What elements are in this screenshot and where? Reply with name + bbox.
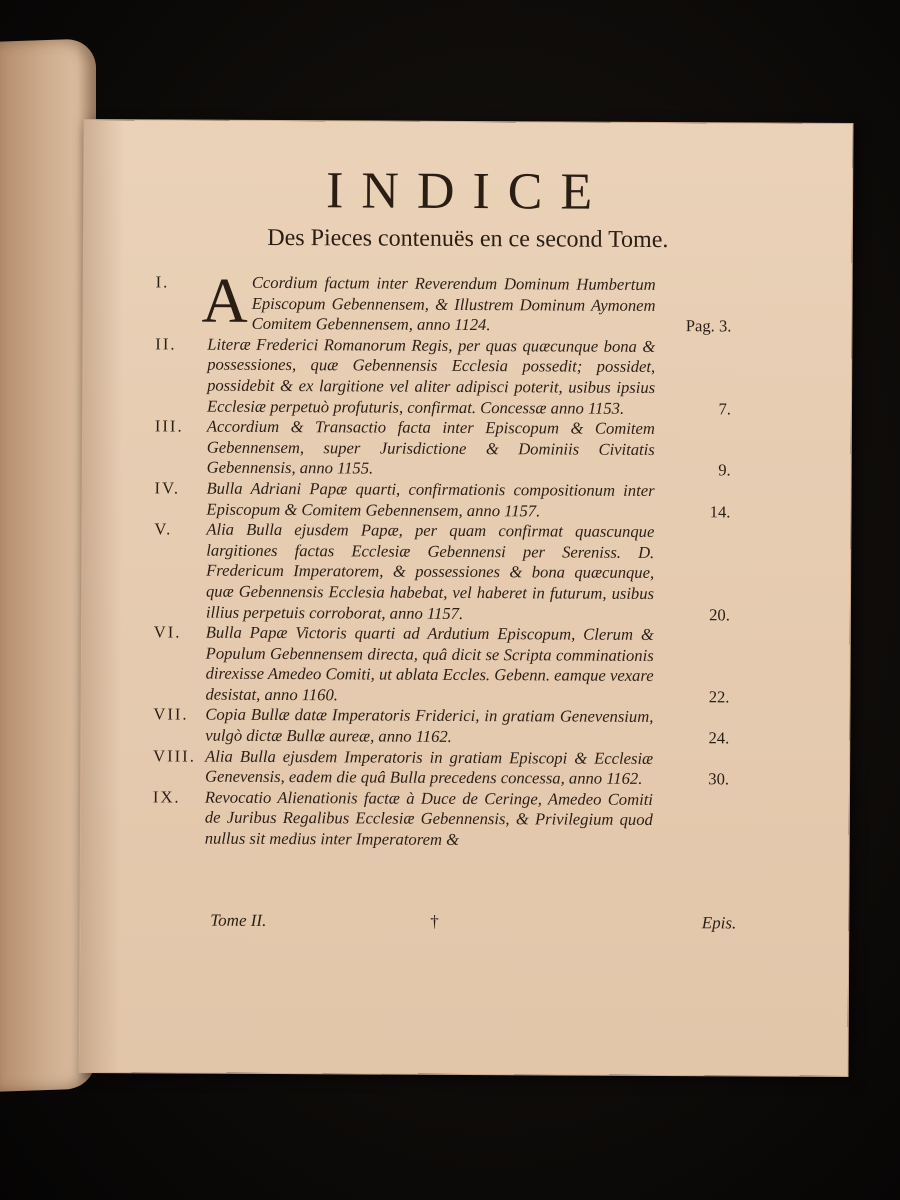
index-entry bbox=[154, 478, 731, 522]
entry-text: Bulla Papæ Victoris quarti ad Ardutium Episcopum, Clerum & Populum Gebennensem directa, quâ dicit se Scripta comminationis direxisse Amedeo Comiti, ut ablata Eccles. Gebenn. eamque vexare desistat, anno 1160. bbox=[205, 622, 654, 705]
entry-page-ref: 30. bbox=[708, 769, 730, 789]
entry-page-ref: 20. bbox=[709, 604, 730, 624]
catchword: Epis. bbox=[701, 913, 737, 933]
entry-number: I. bbox=[155, 272, 170, 292]
index-entry bbox=[154, 416, 731, 481]
book-page bbox=[80, 120, 853, 1076]
volume-label: Tome II. bbox=[210, 910, 267, 930]
index-entry bbox=[153, 787, 653, 851]
entry-text: Alia Bulla ejusdem Imperatoris in gratiam Episcopi & Ecclesiæ Genevensis, eadem die quâ Bulla precedens concessa, anno 1162. bbox=[205, 746, 654, 789]
entry-number: VIII. bbox=[153, 746, 196, 766]
index-entry bbox=[153, 704, 730, 749]
entry-page-ref: 24. bbox=[708, 728, 730, 748]
entry-text: A Ccordium factum inter Reverendum Dominum Humbertum Episcopum Gebennensem, & Illustrem Dominum Aymonem Comitem Gebennensem, anno 1124. bbox=[201, 264, 656, 336]
entry-page-ref: 14. bbox=[709, 501, 731, 521]
entry-number: VI. bbox=[153, 622, 182, 642]
entry-number: V. bbox=[154, 519, 173, 539]
entry-text: Literæ Frederici Romanorum Regis, per quas quæcunque bona & possessiones, quæ Gebennensis Ecclesia possedit; possidet, possidebit & ex largitione vel aliter adipisci poterit, usibus ipsius Ecclesiæ perpetuò profuturis, confirmat. Concessæ anno 1153. bbox=[206, 334, 656, 418]
entry-text: Revocatio Alienationis factæ à Duce de Ceringe, Amedeo Comiti de Juribus Regalibus Ecclesiæ Gebennensis, & Privilegium quod nullus sit medius inter Imperatorem & bbox=[204, 787, 653, 849]
page-subtitle: Des Pieces contenuës en ce second Tome. bbox=[267, 224, 669, 254]
entry-text: Accordium & Transactio facta inter Episcopum & Comitem Gebennensem, super Jurisdictione & Dominiis Civitatis Gebennensis, anno 1155. bbox=[206, 416, 655, 478]
index-entry bbox=[154, 519, 730, 625]
entry-number: III. bbox=[154, 416, 184, 436]
entry-page-ref: 7. bbox=[718, 398, 732, 418]
entry-number: VII. bbox=[153, 704, 189, 725]
entry-number: II. bbox=[155, 334, 177, 354]
entry-number: IX. bbox=[152, 787, 181, 807]
page-footer bbox=[210, 910, 737, 933]
entry-text: Alia Bulla ejusdem Papæ, per quam confirmat quascunque largitiones factas Ecclesiæ Gebennensi per Sereniss. D. Fredericum Imperatorem, & possessiones & bona quæcunque, quæ Gebennensis Ecclesia habebat, vel haberet in futurum, usibus illius perpetuis corroborat, anno 1157. bbox=[205, 519, 655, 623]
page-title: INDICE bbox=[325, 162, 611, 221]
index-entry bbox=[153, 746, 730, 790]
entry-page-ref: Pag. 3. bbox=[685, 316, 732, 336]
signature-mark: † bbox=[430, 911, 439, 931]
drop-cap: A bbox=[201, 264, 248, 336]
entry-text: Bulla Adriani Papæ quarti, confirmationis compositionum inter Episcopum & Comitem Gebennensem, anno 1157. bbox=[206, 478, 655, 520]
entry-page-ref: 9. bbox=[718, 460, 731, 480]
index-entry bbox=[153, 622, 730, 707]
entry-number: IV. bbox=[154, 478, 181, 498]
entry-page-ref: 22. bbox=[708, 687, 730, 707]
index-entries bbox=[152, 264, 732, 851]
index-entry bbox=[155, 264, 732, 336]
index-entry bbox=[155, 334, 732, 419]
entry-text: Copia Bullæ datæ Imperatoris Friderici, in gratiam Genevensium, vulgò dictæ Bullæ aureæ, anno 1162. bbox=[205, 705, 654, 746]
